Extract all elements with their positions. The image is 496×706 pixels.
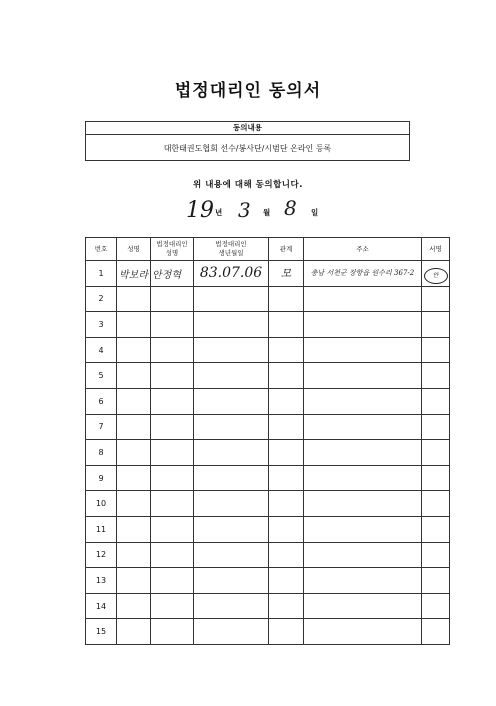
table-row bbox=[86, 388, 450, 414]
header-signature: 서명 bbox=[422, 238, 450, 261]
row-number: 3 bbox=[86, 312, 117, 338]
row-number: 4 bbox=[86, 337, 117, 363]
member-name: 박보라 bbox=[117, 261, 151, 287]
row-number: 8 bbox=[86, 440, 117, 466]
date-month-handwritten: 3 bbox=[238, 198, 251, 222]
relation: 모 bbox=[269, 261, 304, 287]
date-row bbox=[0, 198, 496, 224]
row-number: 6 bbox=[86, 388, 117, 414]
guardian-name: 안정혁 bbox=[151, 261, 194, 287]
row-number: 7 bbox=[86, 414, 117, 440]
guardian-birthdate: 83.07.06 bbox=[194, 261, 269, 287]
table-header-row bbox=[86, 238, 450, 261]
table-row bbox=[86, 619, 450, 645]
header-name: 성명 bbox=[117, 238, 151, 261]
table-row bbox=[86, 593, 450, 619]
row-number: 2 bbox=[86, 286, 117, 312]
guardian-table bbox=[85, 237, 450, 645]
consent-text: 대한태권도협회 선수/봉사단/시범단 온라인 등록 bbox=[163, 144, 332, 153]
table-row bbox=[86, 542, 450, 568]
row-number: 13 bbox=[86, 568, 117, 594]
row-number: 10 bbox=[86, 491, 117, 517]
header-guardian-birthdate: 법정대리인 생년월일 bbox=[194, 238, 269, 261]
row-number: 15 bbox=[86, 619, 117, 645]
consent-heading: 동의내용 bbox=[86, 122, 409, 135]
table-row bbox=[86, 261, 450, 287]
row-number: 5 bbox=[86, 363, 117, 389]
signature-mark: 안 bbox=[424, 268, 448, 284]
date-year-handwritten: 19 bbox=[186, 198, 214, 223]
row-number: 14 bbox=[86, 593, 117, 619]
table-row bbox=[86, 286, 450, 312]
header-relation: 관계 bbox=[269, 238, 304, 261]
table-row bbox=[86, 363, 450, 389]
row-number: 11 bbox=[86, 516, 117, 542]
table-row bbox=[86, 312, 450, 338]
table-row bbox=[86, 440, 450, 466]
table-row bbox=[86, 465, 450, 491]
table-row bbox=[86, 414, 450, 440]
row-number: 1 bbox=[86, 261, 117, 287]
row-number: 9 bbox=[86, 465, 117, 491]
date-month-unit: 월 bbox=[263, 208, 271, 217]
date-day-unit: 일 bbox=[311, 208, 319, 217]
header-guardian-name: 법정대리인 성명 bbox=[151, 238, 194, 261]
date-year-unit: 년 bbox=[215, 208, 223, 217]
table-row bbox=[86, 516, 450, 542]
table-row bbox=[86, 568, 450, 594]
header-number: 번호 bbox=[86, 238, 117, 261]
agreement-statement: 위 내용에 대해 동의합니다. bbox=[193, 180, 303, 190]
table-row bbox=[86, 491, 450, 517]
row-number: 12 bbox=[86, 542, 117, 568]
signature-cell bbox=[422, 261, 450, 287]
table-row bbox=[86, 337, 450, 363]
document-title: 법정대리인 동의서 bbox=[174, 81, 322, 101]
date-day-handwritten: 8 bbox=[284, 196, 297, 220]
consent-box bbox=[85, 121, 410, 161]
address: 충남 서천군 장항읍 원수리 367-2 bbox=[304, 261, 422, 287]
header-address: 주소 bbox=[304, 238, 422, 261]
